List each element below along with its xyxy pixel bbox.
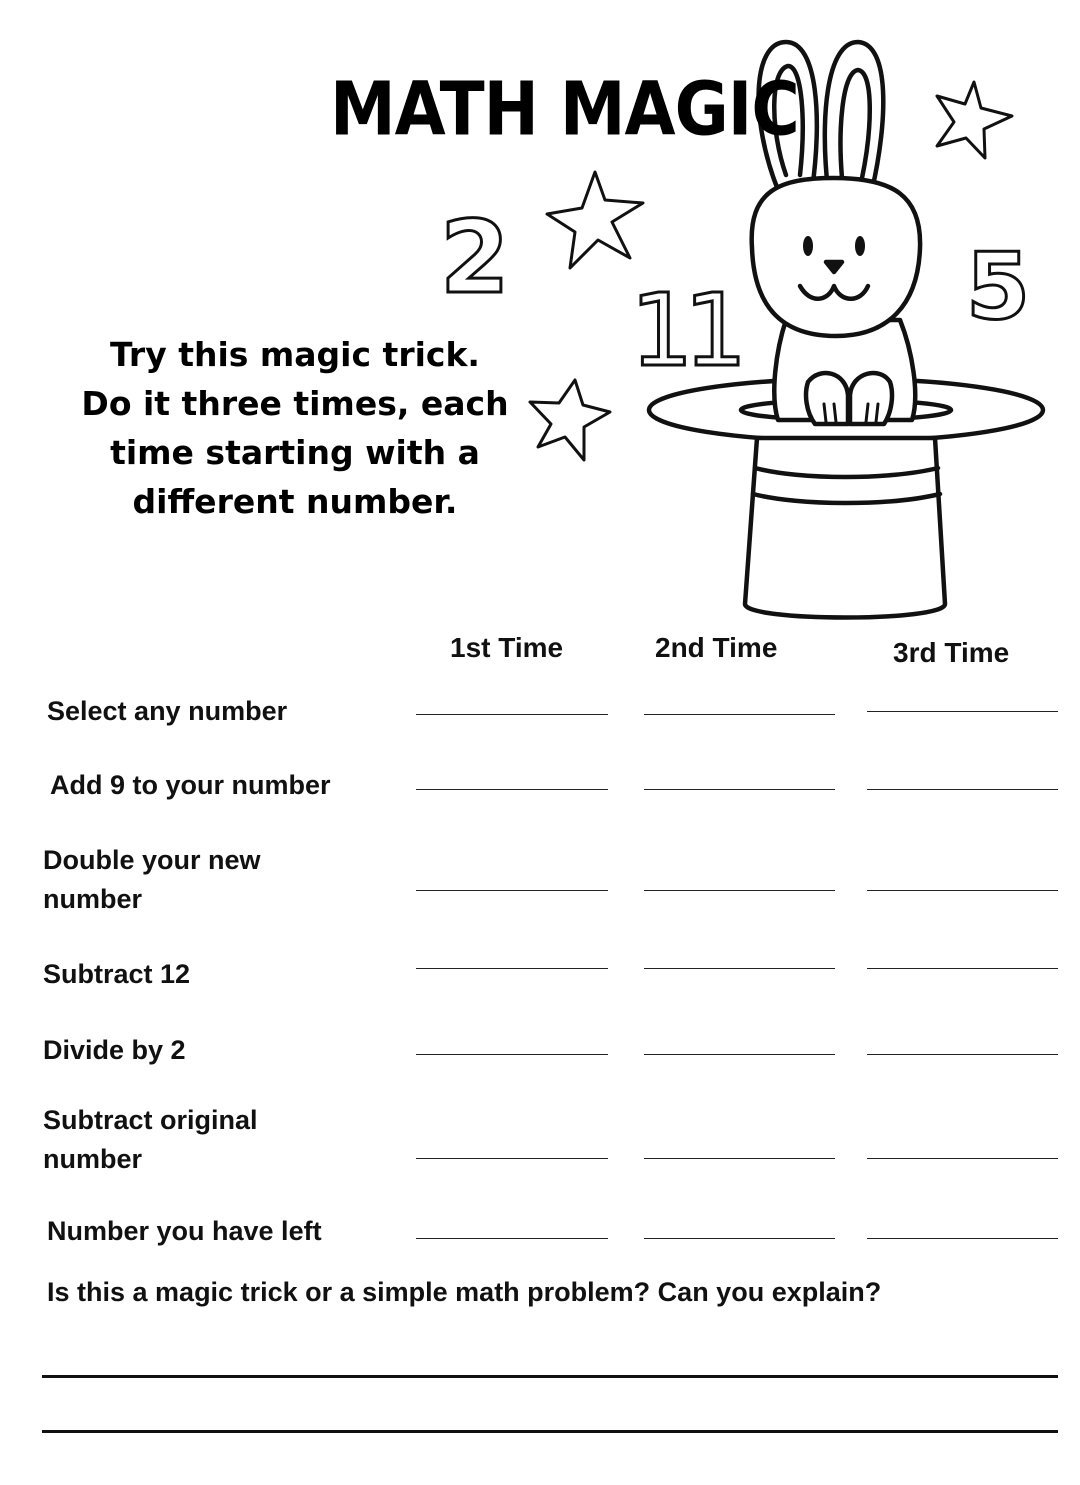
row-label-select-any-number: Select any number	[47, 696, 288, 726]
page-title: MATH MAGIC	[330, 66, 799, 153]
answer-blank-row5-col3[interactable]	[867, 1054, 1058, 1055]
answer-blank-row4-col3[interactable]	[867, 968, 1058, 969]
row-label-subtract-original: Subtract original number	[43, 1105, 258, 1174]
answer-blank-row1-col2[interactable]	[644, 714, 835, 715]
answer-blank-row3-col2[interactable]	[644, 890, 835, 891]
answer-blank-row3-col1[interactable]	[416, 890, 608, 891]
answer-blank-row7-col2[interactable]	[644, 1238, 835, 1239]
number-5-decoration: 5	[966, 233, 1031, 340]
star-icon	[547, 172, 643, 268]
answer-blank-row2-col2[interactable]	[644, 789, 835, 790]
instructions	[60, 330, 530, 526]
explanation-line-2[interactable]	[42, 1430, 1058, 1433]
answer-blank-row7-col1[interactable]	[416, 1238, 608, 1239]
answer-blank-row5-col1[interactable]	[416, 1054, 608, 1055]
instruction-line: Do it three times, each	[81, 384, 509, 423]
row-label-add-9: Add 9 to your number	[50, 770, 331, 800]
answer-blank-row1-col3[interactable]	[867, 711, 1058, 712]
answer-blank-row3-col3[interactable]	[867, 890, 1058, 891]
answer-blank-row4-col1[interactable]	[416, 968, 608, 969]
answer-blank-row5-col2[interactable]	[644, 1054, 835, 1055]
row-label-double: Double your new number	[43, 845, 261, 914]
row-label-subtract-12: Subtract 12	[43, 959, 191, 989]
answer-blank-row4-col2[interactable]	[644, 968, 835, 969]
instruction-line: time starting with a	[110, 433, 480, 472]
answer-blank-row2-col1[interactable]	[416, 789, 608, 790]
instruction-line: Try this magic trick.	[110, 335, 480, 374]
number-2-decoration: 2	[440, 199, 510, 316]
star-icon	[530, 380, 610, 460]
answer-blank-row2-col3[interactable]	[867, 789, 1058, 790]
answer-blank-row6-col3[interactable]	[867, 1158, 1058, 1159]
answer-blank-row7-col3[interactable]	[867, 1238, 1058, 1239]
instruction-line: different number.	[132, 482, 458, 521]
column-header-3rd-time: 3rd Time	[893, 637, 1010, 668]
star-icon	[937, 82, 1012, 158]
row-label-divide-by-2: Divide by 2	[43, 1035, 186, 1065]
row-label-number-left: Number you have left	[47, 1216, 322, 1246]
column-header-1st-time: 1st Time	[450, 632, 564, 663]
explain-question: Is this a magic trick or a simple math problem? Can you explain?	[47, 1277, 882, 1307]
answer-blank-row6-col2[interactable]	[644, 1158, 835, 1159]
number-11-decoration: 11	[630, 272, 738, 389]
answer-blank-row6-col1[interactable]	[416, 1158, 608, 1159]
answer-blank-row1-col1[interactable]	[416, 714, 608, 715]
column-header-2nd-time: 2nd Time	[655, 632, 778, 663]
explanation-line-1[interactable]	[42, 1375, 1058, 1378]
